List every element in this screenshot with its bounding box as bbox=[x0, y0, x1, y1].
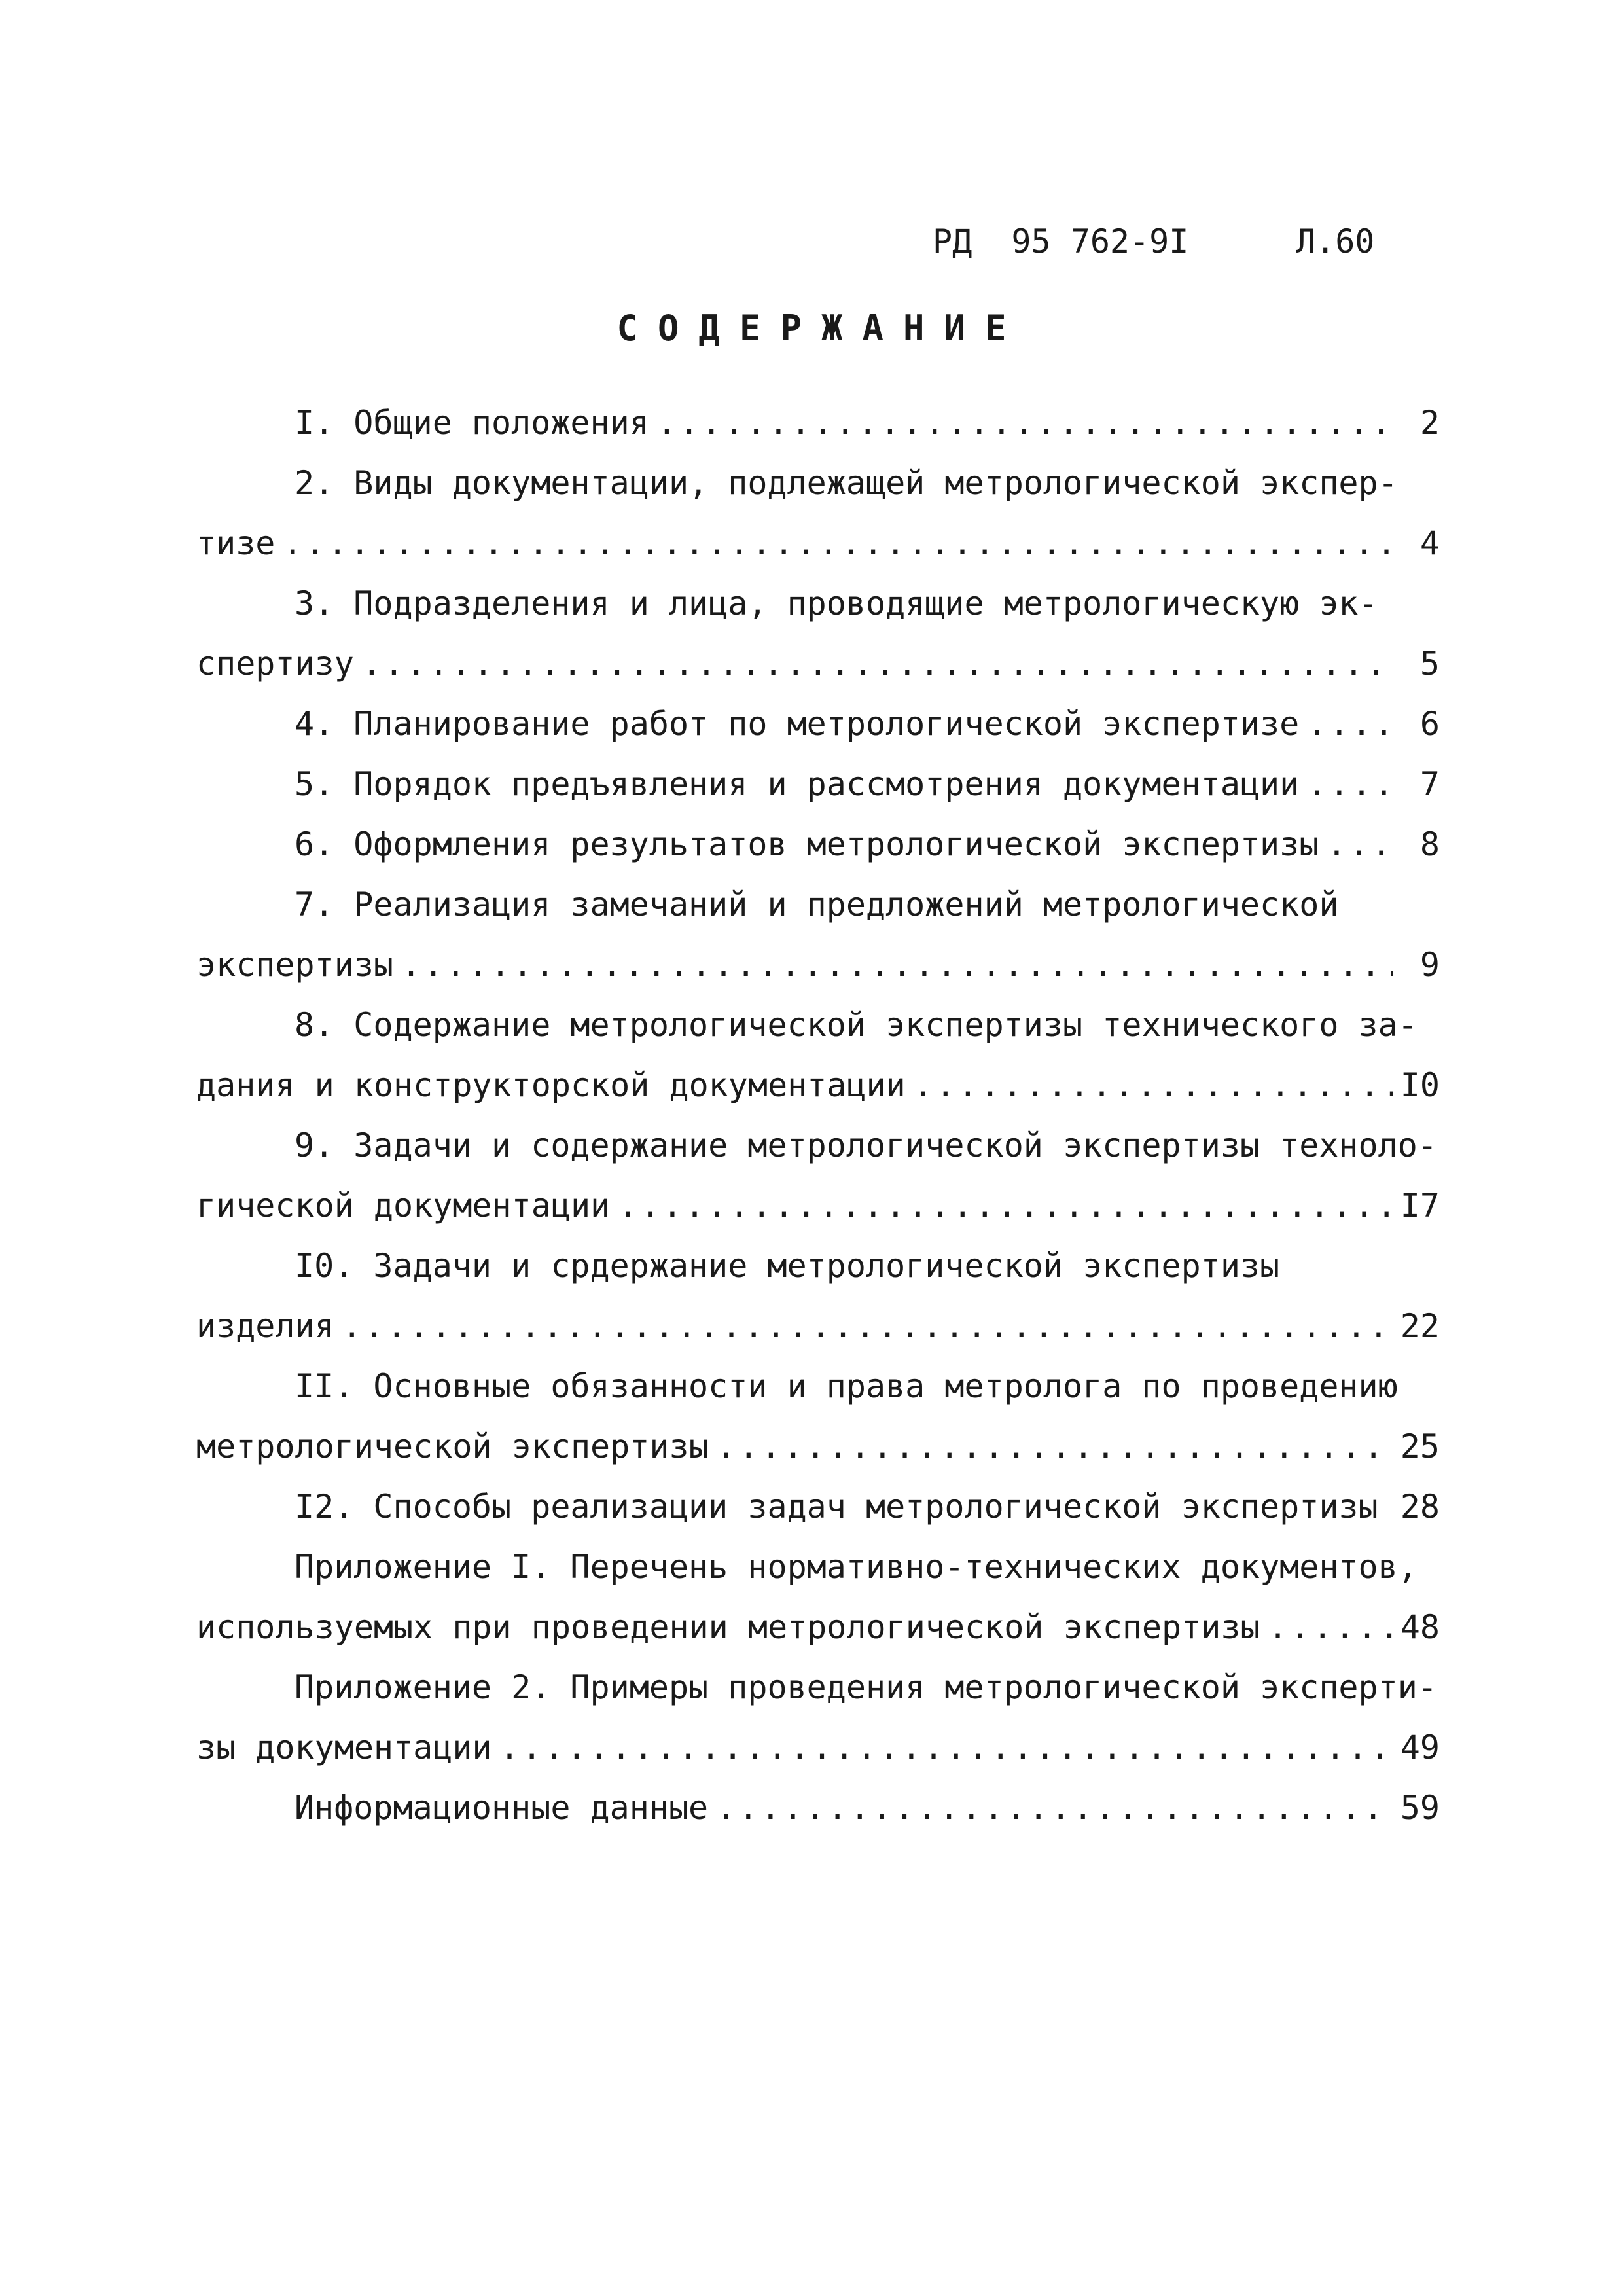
toc-entry-12 bbox=[196, 1477, 1440, 1537]
toc-entry-text: II. Основные обязанности и права метролога по проведению bbox=[294, 1367, 1398, 1405]
toc-entry-text: Приложение 2. Примеры проведения метрологической эксперти- bbox=[294, 1668, 1437, 1706]
document-code: РД 95 762-9I bbox=[933, 223, 1189, 260]
page-title: СОДЕРЖАНИЕ bbox=[616, 308, 1026, 349]
dot-leader bbox=[716, 1778, 1393, 1838]
dot-leader bbox=[1268, 1597, 1393, 1657]
toc-entry-10-line-2 bbox=[196, 1296, 1440, 1356]
toc-page-number: 22 bbox=[1400, 1307, 1440, 1345]
toc-entry-text: тизе bbox=[196, 524, 276, 562]
toc-entry-text: Информационные данные bbox=[294, 1789, 709, 1827]
toc-entry-text: спертизу bbox=[196, 645, 354, 683]
dot-leader bbox=[500, 1717, 1393, 1778]
toc-entry-7-line-1 bbox=[196, 874, 1440, 935]
toc-entry-text: 4. Планирование работ по метрологической экспертизе bbox=[294, 705, 1300, 743]
toc-entry-7-line-2 bbox=[196, 935, 1440, 995]
toc-entry-text: метрологической экспертизы bbox=[196, 1427, 709, 1465]
dot-leader bbox=[618, 1175, 1393, 1236]
toc-entry-text: I0. Задачи и срдержание метрологической экспертизы bbox=[294, 1247, 1280, 1285]
toc-entry-10-line-1 bbox=[196, 1236, 1440, 1296]
toc-page-number: 6 bbox=[1419, 705, 1440, 743]
dot-leader bbox=[657, 393, 1393, 453]
toc-page-number: 4 bbox=[1419, 524, 1440, 562]
dot-leader bbox=[1386, 1477, 1393, 1537]
toc-entry-text: 2. Виды документации, подлежащей метрологической экспер- bbox=[294, 464, 1398, 502]
toc-page-number: I7 bbox=[1400, 1187, 1440, 1225]
toc-entry-text: I. Общие положения bbox=[294, 404, 649, 442]
dot-leader bbox=[1307, 754, 1393, 814]
dot-leader bbox=[401, 935, 1393, 995]
sheet-number: Л.60 bbox=[1296, 223, 1375, 260]
toc-page-number: 2 bbox=[1419, 404, 1440, 442]
toc-appendix-1-line-1 bbox=[196, 1537, 1440, 1597]
toc-entry-text: 9. Задачи и содержание метрологической экспертизы техноло- bbox=[294, 1126, 1437, 1164]
toc-page-number: 8 bbox=[1419, 825, 1440, 863]
dot-leader bbox=[283, 513, 1393, 573]
toc-entry-text: изделия bbox=[196, 1307, 334, 1345]
toc-entry-5 bbox=[196, 754, 1440, 814]
dot-leader bbox=[1327, 814, 1393, 874]
toc-page-number: 5 bbox=[1419, 645, 1440, 683]
dot-leader bbox=[1307, 694, 1393, 754]
toc-entry-1 bbox=[196, 393, 1440, 453]
toc-entry-9-line-2 bbox=[196, 1175, 1440, 1236]
toc-entry-text: 8. Содержание метрологической экспертизы технического за- bbox=[294, 1006, 1418, 1044]
toc-entry-text: 7. Реализация замечаний и предложений метрологической bbox=[294, 886, 1339, 924]
toc-entry-3-line-1 bbox=[196, 573, 1440, 634]
dot-leader bbox=[362, 634, 1393, 694]
toc-entry-text: 6. Оформления результатов метрологической экспертизы bbox=[294, 825, 1319, 863]
toc-entry-9-line-1 bbox=[196, 1115, 1440, 1175]
toc-entry-text: используемых при проведении метрологической экспертизы bbox=[196, 1608, 1260, 1646]
toc-entry-11-line-1 bbox=[196, 1356, 1440, 1416]
toc-entry-4 bbox=[196, 694, 1440, 754]
toc-entry-6 bbox=[196, 814, 1440, 874]
toc-entry-text: 3. Подразделения и лица, проводящие метрологическую эк- bbox=[294, 584, 1378, 622]
toc-page-number: 7 bbox=[1419, 765, 1440, 803]
toc-entry-3-line-2 bbox=[196, 634, 1440, 694]
toc-entry-text: I2. Способы реализации задач метрологической экспертизы bbox=[294, 1488, 1378, 1526]
toc-appendix-1-line-2 bbox=[196, 1597, 1440, 1657]
toc-page-number: I0 bbox=[1400, 1066, 1440, 1104]
toc-entry-2-line-2 bbox=[196, 513, 1440, 573]
toc-entry-text: зы документации bbox=[196, 1729, 492, 1767]
toc-entry-2-line-1 bbox=[196, 453, 1440, 513]
toc-appendix-2-line-1 bbox=[196, 1657, 1440, 1717]
toc-entry-text: гической документации bbox=[196, 1187, 611, 1225]
dot-leader bbox=[914, 1055, 1393, 1115]
toc-appendix-2-line-2 bbox=[196, 1717, 1440, 1778]
toc-entry-text: дания и конструкторской документации bbox=[196, 1066, 906, 1104]
table-of-contents bbox=[196, 393, 1440, 1838]
toc-page-number: 25 bbox=[1400, 1427, 1440, 1465]
toc-entry-text: Приложение I. Перечень нормативно-технических документов, bbox=[294, 1548, 1418, 1586]
toc-info-data bbox=[196, 1778, 1440, 1838]
toc-page-number: 28 bbox=[1400, 1488, 1440, 1526]
toc-entry-11-line-2 bbox=[196, 1416, 1440, 1477]
dot-leader bbox=[342, 1296, 1393, 1356]
dot-leader bbox=[717, 1416, 1393, 1477]
toc-page-number: 9 bbox=[1419, 946, 1440, 984]
toc-page-number: 48 bbox=[1400, 1608, 1440, 1646]
toc-entry-8-line-2 bbox=[196, 1055, 1440, 1115]
toc-page-number: 59 bbox=[1400, 1789, 1440, 1827]
toc-entry-text: 5. Порядок предъявления и рассмотрения документации bbox=[294, 765, 1300, 803]
toc-entry-8-line-1 bbox=[196, 995, 1440, 1055]
toc-entry-text: экспертизы bbox=[196, 946, 394, 984]
toc-page-number: 49 bbox=[1400, 1729, 1440, 1767]
